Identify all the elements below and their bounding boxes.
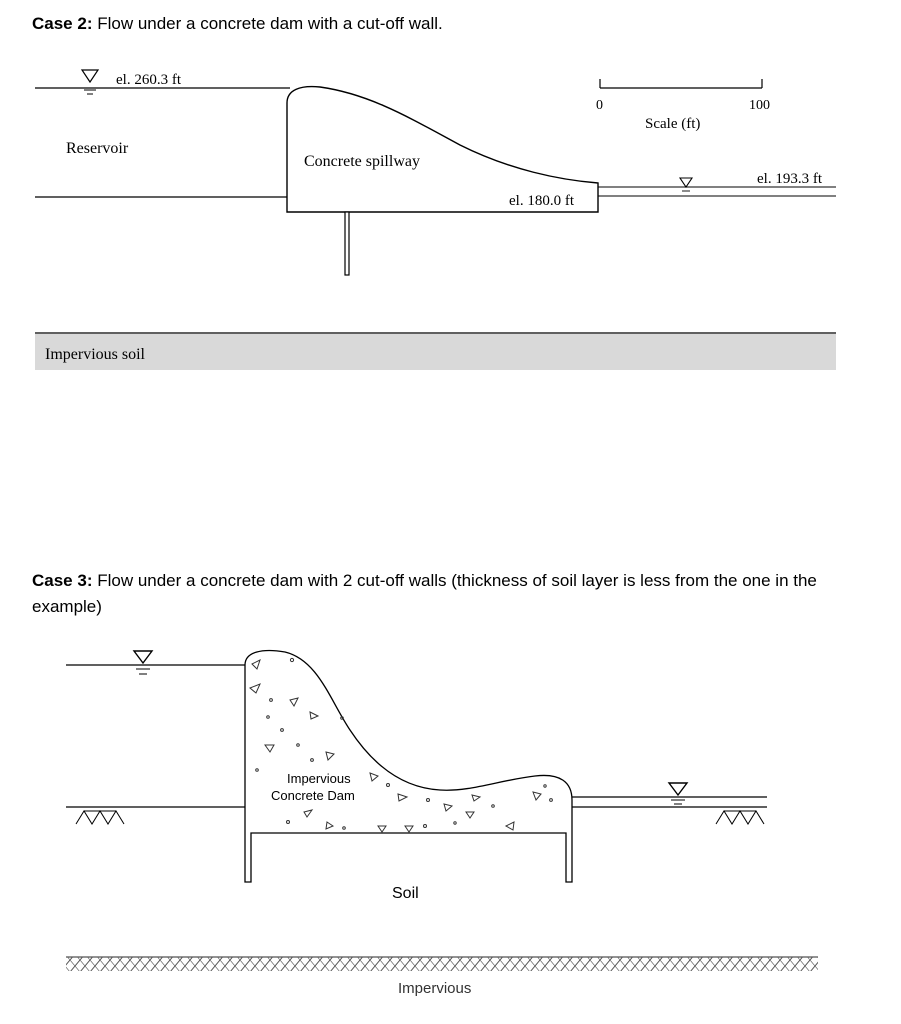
scale-max-label: 100 [749, 98, 770, 113]
impervious-soil-label: Impervious soil [45, 346, 145, 363]
ground-symbol-upstream [76, 811, 124, 824]
case2-diagram [0, 55, 901, 385]
scale-bar [600, 79, 762, 88]
dam-label-line1: Impervious [287, 771, 351, 786]
case2-title-bold: Case 2: [32, 14, 93, 33]
dam-label-line2: Concrete Dam [271, 788, 355, 803]
case2-title-text: Flow under a concrete dam with a cut-off wall. [92, 14, 443, 33]
case3-diagram [0, 630, 901, 1024]
water-level-symbol-tailwater [680, 178, 692, 191]
impervious-soil-band [35, 334, 836, 370]
cutoff-wall [345, 212, 349, 275]
case3-title [32, 568, 862, 620]
spillway-label: Concrete spillway [304, 153, 420, 170]
impervious-label: Impervious [398, 980, 472, 997]
water-level-symbol-upstream [82, 70, 98, 94]
upstream-elevation-label: el. 260.3 ft [116, 72, 181, 88]
ground-symbol-downstream [716, 811, 764, 824]
case3-title-text: Flow under a concrete dam with 2 cut-off walls (thickness of soil layer is less from the one in the example) [32, 571, 817, 616]
base-elevation-label: el. 180.0 ft [509, 193, 574, 209]
scale-label: Scale (ft) [645, 116, 701, 132]
tailwater-elevation-label: el. 193.3 ft [757, 171, 822, 187]
impervious-concrete-dam [245, 651, 572, 882]
soil-label: Soil [392, 885, 419, 902]
water-level-symbol-upstream [134, 651, 152, 674]
impervious-layer-hatch [66, 957, 818, 971]
case2-title [32, 11, 443, 37]
case3-title-bold: Case 3: [32, 571, 93, 590]
water-level-symbol-tailwater [669, 783, 687, 804]
scale-zero-label: 0 [596, 98, 603, 113]
reservoir-label: Reservoir [66, 140, 129, 157]
